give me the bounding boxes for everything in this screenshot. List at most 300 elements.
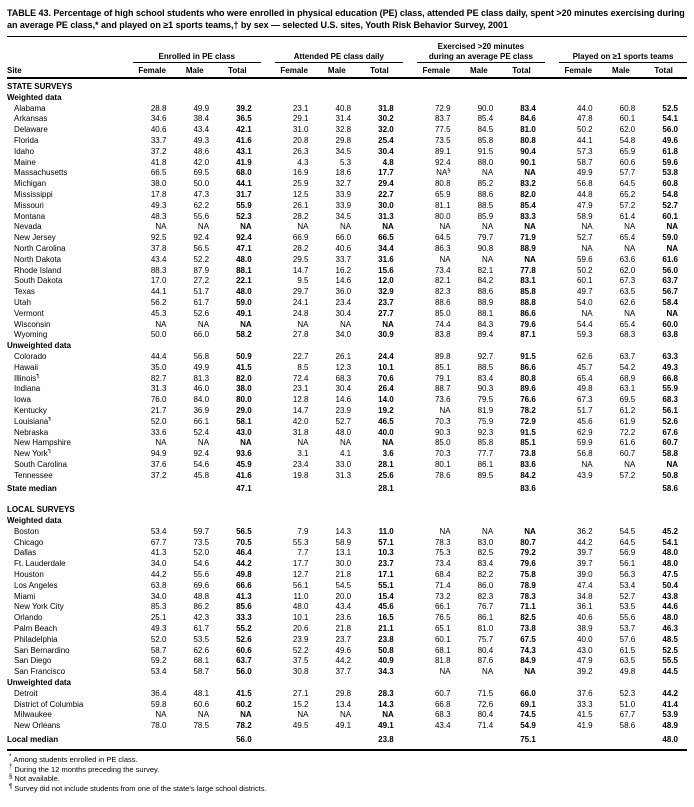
value-cell: 83.0 — [477, 537, 494, 547]
value-cell: 63.5 — [619, 656, 636, 666]
value-cell: 31.8 — [292, 427, 309, 437]
value-cell: 41.6 — [236, 470, 252, 480]
value-cell: 54.5 — [619, 526, 636, 536]
value-cell: 55.6 — [193, 570, 210, 580]
value-cell: 45.8 — [193, 470, 210, 480]
value-cell: 52.2 — [292, 645, 309, 655]
empty-cell — [559, 732, 602, 750]
site-name: Vermont — [14, 308, 44, 318]
table-row — [7, 689, 687, 700]
value-cell: 54.1 — [662, 114, 678, 124]
value-cell: 54.6 — [193, 459, 210, 469]
value-cell: 65.9 — [434, 189, 451, 199]
value-cell: 8.5 — [297, 362, 309, 372]
column-gap — [403, 538, 417, 549]
value-cell: 49.1 — [378, 721, 394, 731]
value-cell: 29.1 — [292, 114, 309, 124]
column-gap — [261, 460, 275, 471]
site-name: Kentucky — [14, 405, 47, 415]
value-cell: 14.3 — [378, 699, 394, 709]
table-row — [7, 417, 687, 428]
value-cell: 82.3 — [477, 591, 494, 601]
value-cell: 52.0 — [150, 416, 167, 426]
group-gap — [403, 37, 417, 64]
value-cell: 49.3 — [150, 200, 167, 210]
value-cell: 84.3 — [477, 319, 494, 329]
value-cell: 27.2 — [193, 276, 210, 286]
value-cell: NA — [382, 222, 394, 232]
column-gap — [261, 527, 275, 538]
col-header-female: Female — [133, 63, 176, 78]
value-cell: 85.3 — [150, 602, 167, 612]
site-name: Boston — [14, 526, 39, 536]
site-name: Delaware — [14, 125, 48, 135]
column-gap — [261, 481, 275, 498]
site-name: Miami — [14, 591, 36, 601]
value-cell: 84.5 — [477, 125, 494, 135]
value-cell: 30.4 — [335, 384, 352, 394]
value-cell: 38.0 — [236, 384, 252, 394]
value-cell: 48.1 — [193, 688, 210, 698]
column-gap — [545, 538, 559, 549]
value-cell: 92.5 — [150, 233, 167, 243]
value-cell: 61.7 — [193, 297, 210, 307]
value-cell: 56.5 — [193, 243, 210, 253]
value-cell: 73.6 — [434, 395, 451, 405]
value-cell: 60.1 — [434, 634, 451, 644]
value-cell: 49.1 — [335, 721, 352, 731]
value-cell: 70.3 — [434, 449, 451, 459]
site-name: Ft. Lauderdale — [14, 559, 66, 569]
column-gap — [403, 689, 417, 700]
site-name: Illinois¶ — [14, 373, 40, 383]
column-gap — [545, 384, 559, 395]
value-cell: 39.7 — [577, 559, 593, 569]
value-cell: 91.5 — [520, 427, 536, 437]
value-cell: 44.1 — [150, 287, 167, 297]
value-cell: 45.7 — [577, 362, 593, 372]
value-cell: 90.1 — [520, 157, 536, 167]
column-gap — [261, 276, 275, 287]
value-cell: 81.0 — [520, 125, 536, 135]
column-gap — [545, 222, 559, 233]
value-cell: 68.3 — [619, 330, 636, 340]
value-cell: 44.4 — [150, 351, 167, 361]
value-cell: 60.6 — [619, 157, 636, 167]
subsection-row — [7, 678, 687, 689]
value-cell: 48.0 — [662, 559, 678, 569]
column-gap — [261, 309, 275, 320]
value-cell: 53.7 — [619, 624, 636, 634]
value-cell: 60.1 — [619, 114, 636, 124]
value-cell: 52.0 — [150, 634, 167, 644]
value-cell: 81.9 — [477, 405, 494, 415]
column-gap — [403, 168, 417, 179]
value-cell: 85.1 — [520, 438, 536, 448]
column-subheader-row — [7, 63, 687, 78]
column-gap — [261, 179, 275, 190]
value-cell: 27.8 — [292, 330, 309, 340]
median-value-cell: 48.0 — [662, 735, 678, 745]
value-cell: 73.4 — [434, 265, 451, 275]
section-label: Unweighted data — [7, 341, 72, 351]
column-gap — [545, 471, 559, 482]
value-cell: 69.1 — [520, 699, 536, 709]
value-cell: 40.9 — [378, 656, 394, 666]
value-cell: 59.8 — [150, 699, 167, 709]
column-gap — [403, 559, 417, 570]
column-gap — [261, 125, 275, 136]
table-row — [7, 125, 687, 136]
table-row — [7, 374, 687, 385]
median-label: Local median — [7, 735, 59, 745]
value-cell: 19.2 — [378, 405, 394, 415]
value-cell: 47.3 — [193, 189, 210, 199]
column-gap — [545, 721, 559, 732]
section-label: LOCAL SURVEYS — [7, 505, 75, 515]
site-name: Louisiana¶ — [14, 416, 52, 426]
value-cell: 75.9 — [477, 416, 494, 426]
value-cell: 64.5 — [434, 233, 451, 243]
value-cell: 23.8 — [378, 634, 394, 644]
value-cell: 89.8 — [434, 351, 451, 361]
value-cell: 52.4 — [193, 427, 210, 437]
table-row — [7, 363, 687, 374]
value-cell: 83.7 — [434, 114, 451, 124]
value-cell: NA — [197, 438, 210, 448]
footnote-districts: ¶ Survey did not include students from one of the state's large school districts. — [9, 783, 267, 794]
column-gap — [403, 114, 417, 125]
table-row — [7, 646, 687, 657]
site-name: Hawaii — [14, 362, 39, 372]
site-name: North Dakota — [14, 254, 62, 264]
value-cell: 32.9 — [378, 287, 394, 297]
value-cell: 89.6 — [520, 384, 536, 394]
value-cell: 41.8 — [150, 157, 167, 167]
column-gap — [403, 374, 417, 385]
column-gap — [545, 201, 559, 212]
value-cell: 51.7 — [577, 405, 593, 415]
column-gap — [403, 428, 417, 439]
value-cell: 52.2 — [193, 254, 210, 264]
value-cell: 57.2 — [619, 200, 636, 210]
value-cell: 60.7 — [619, 449, 636, 459]
site-name: Maine — [14, 157, 36, 167]
column-gap — [261, 363, 275, 374]
table-row — [7, 581, 687, 592]
site-name: Rhode Island — [14, 265, 62, 275]
column-gap — [261, 201, 275, 212]
value-cell: NA — [155, 222, 167, 232]
value-cell: 37.6 — [150, 459, 167, 469]
value-cell: 67.6 — [662, 427, 678, 437]
value-cell: 56.7 — [662, 287, 678, 297]
value-cell: 53.4 — [150, 667, 167, 677]
site-name: Florida — [14, 135, 39, 145]
value-cell: NA — [624, 308, 636, 318]
value-cell: 50.0 — [193, 179, 210, 189]
value-cell: NA — [339, 710, 352, 720]
value-cell: 55.1 — [378, 580, 394, 590]
site-column-header: Site — [7, 63, 133, 78]
column-gap — [261, 406, 275, 417]
value-cell: 25.4 — [378, 135, 394, 145]
value-cell: 79.7 — [477, 233, 494, 243]
value-cell: 56.8 — [577, 179, 593, 189]
column-gap — [403, 417, 417, 428]
column-gap — [545, 449, 559, 460]
column-gap — [545, 689, 559, 700]
value-cell: 48.9 — [662, 721, 678, 731]
value-cell: 83.6 — [520, 459, 536, 469]
site-name: Wisconsin — [14, 319, 51, 329]
table-body — [7, 78, 687, 750]
value-cell: 59.0 — [662, 233, 678, 243]
column-gap — [545, 570, 559, 581]
site-name: San Diego — [14, 656, 52, 666]
column-gap — [261, 624, 275, 635]
column-gap — [261, 667, 275, 678]
value-cell: 49.6 — [662, 135, 678, 145]
value-cell: 42.3 — [193, 613, 210, 623]
table-row — [7, 179, 687, 190]
value-cell: 51.7 — [193, 287, 210, 297]
column-gap — [403, 179, 417, 190]
value-cell: 41.3 — [236, 591, 252, 601]
value-cell: 54.9 — [520, 721, 536, 731]
median-value-cell: 83.6 — [520, 484, 536, 494]
value-cell: 38.0 — [150, 179, 167, 189]
value-cell: 40.6 — [577, 613, 593, 623]
column-gap — [403, 613, 417, 624]
value-cell: 14.6 — [335, 276, 352, 286]
column-gap — [545, 136, 559, 147]
value-cell: 84.2 — [477, 276, 494, 286]
value-cell: NA — [581, 459, 593, 469]
value-cell: 43.4 — [434, 721, 451, 731]
column-gap — [261, 287, 275, 298]
column-gap — [261, 330, 275, 341]
site-name: Houston — [14, 570, 44, 580]
value-cell: 48.0 — [662, 548, 678, 558]
value-cell: 63.5 — [619, 287, 636, 297]
value-cell: 31.0 — [292, 125, 309, 135]
col-header-female: Female — [559, 63, 602, 78]
median-row — [7, 732, 687, 750]
subsection-row — [7, 516, 687, 527]
value-cell: 3.6 — [382, 449, 394, 459]
value-cell: 85.4 — [520, 200, 536, 210]
value-cell: 11.0 — [378, 526, 394, 536]
table-row — [7, 460, 687, 471]
value-cell: 34.4 — [378, 243, 394, 253]
table-row — [7, 438, 687, 449]
value-cell: 15.6 — [378, 265, 394, 275]
value-cell: NA — [297, 710, 309, 720]
value-cell: 66.6 — [236, 580, 252, 590]
value-cell: 58.9 — [335, 537, 352, 547]
value-cell: 60.1 — [577, 276, 593, 286]
column-gap — [545, 559, 559, 570]
site-name: Utah — [14, 297, 31, 307]
value-cell: 29.7 — [292, 287, 309, 297]
value-cell: 55.2 — [236, 624, 252, 634]
column-gap — [261, 147, 275, 158]
value-cell: 67.7 — [150, 537, 167, 547]
table-row — [7, 656, 687, 667]
value-cell: 69.6 — [193, 580, 210, 590]
value-cell: NA — [439, 254, 451, 264]
value-cell: NA — [297, 319, 309, 329]
value-cell: 56.5 — [236, 526, 252, 536]
value-cell: 56.0 — [236, 667, 252, 677]
value-cell: 69.5 — [193, 168, 210, 178]
column-gap — [545, 168, 559, 179]
empty-cell — [417, 481, 460, 498]
value-cell: 92.3 — [477, 427, 494, 437]
value-cell: 66.8 — [662, 373, 678, 383]
value-cell: 16.5 — [378, 613, 394, 623]
column-gap — [261, 212, 275, 223]
value-cell: 49.8 — [577, 384, 593, 394]
footnote-enrolled: * Among students enrolled in PE class. — [9, 754, 138, 764]
value-cell: 37.2 — [150, 146, 167, 156]
column-gap — [261, 602, 275, 613]
value-cell: 47.4 — [577, 580, 593, 590]
column-gap — [545, 481, 559, 498]
value-cell: 86.0 — [477, 580, 494, 590]
table-row — [7, 298, 687, 309]
table-row — [7, 201, 687, 212]
value-cell: 53.5 — [619, 602, 636, 612]
column-gap — [261, 646, 275, 657]
value-cell: 26.4 — [378, 384, 394, 394]
value-cell: 54.1 — [662, 537, 678, 547]
column-gap — [261, 471, 275, 482]
value-cell: 22.7 — [378, 189, 394, 199]
value-cell: 85.8 — [477, 438, 494, 448]
value-cell: 46.4 — [236, 548, 252, 558]
value-cell: 73.8 — [520, 449, 536, 459]
median-value-cell: 28.1 — [378, 484, 394, 494]
column-gap — [403, 570, 417, 581]
column-gap — [403, 548, 417, 559]
value-cell: 57.7 — [619, 168, 636, 178]
table-row — [7, 244, 687, 255]
column-gap — [545, 602, 559, 613]
value-cell: 31.3 — [150, 384, 167, 394]
value-cell: 61.8 — [662, 146, 678, 156]
value-cell: NA — [240, 222, 252, 232]
site-name: San Bernardino — [14, 645, 70, 655]
value-cell: 49.3 — [150, 624, 167, 634]
value-cell: 37.8 — [150, 243, 167, 253]
value-cell: 63.1 — [619, 384, 636, 394]
value-cell: 49.8 — [619, 667, 636, 677]
value-cell: 43.9 — [577, 470, 593, 480]
value-cell: 86.1 — [477, 613, 494, 623]
value-cell: 14.0 — [378, 395, 394, 405]
value-cell: 22.7 — [292, 351, 309, 361]
value-cell: 90.0 — [477, 103, 494, 113]
value-cell: 28.2 — [292, 211, 309, 221]
column-gap — [545, 624, 559, 635]
value-cell: 60.0 — [662, 319, 678, 329]
value-cell: 49.1 — [236, 308, 252, 318]
column-gap — [261, 428, 275, 439]
column-gap — [545, 700, 559, 711]
value-cell: 66.0 — [335, 233, 352, 243]
value-cell: 60.2 — [236, 699, 252, 709]
value-cell: 59.7 — [193, 526, 210, 536]
site-name: New Orleans — [14, 721, 61, 731]
value-cell: 88.6 — [477, 287, 494, 297]
value-cell: 88.9 — [520, 243, 536, 253]
value-cell: 83.4 — [477, 559, 494, 569]
value-cell: NA — [581, 222, 593, 232]
value-cell: 66.1 — [193, 416, 210, 426]
value-cell: 37.5 — [292, 656, 309, 666]
column-gap — [403, 721, 417, 732]
median-value-cell: 23.8 — [378, 735, 394, 745]
value-cell: 25.9 — [292, 179, 309, 189]
column-gap — [545, 527, 559, 538]
value-cell: 62.6 — [577, 351, 593, 361]
value-cell: 30.4 — [378, 146, 394, 156]
value-cell: 20.0 — [335, 591, 352, 601]
value-cell: 17.8 — [150, 189, 167, 199]
value-cell: 63.8 — [662, 330, 678, 340]
value-cell: 48.0 — [236, 287, 252, 297]
group-gap — [261, 63, 275, 78]
value-cell: 52.5 — [662, 103, 678, 113]
value-cell: 82.1 — [477, 265, 494, 275]
value-cell: 54.4 — [577, 319, 593, 329]
value-cell: 27.1 — [292, 688, 309, 698]
value-cell: 45.9 — [236, 459, 252, 469]
value-cell: 88.5 — [477, 200, 494, 210]
value-cell: 48.5 — [662, 634, 678, 644]
value-cell: 71.5 — [477, 688, 494, 698]
value-cell: NA — [524, 667, 536, 677]
value-cell: NA — [240, 438, 252, 448]
value-cell: 78.2 — [520, 405, 536, 415]
empty-cell — [175, 732, 218, 750]
value-cell: 88.6 — [434, 297, 451, 307]
column-gap — [403, 233, 417, 244]
value-cell: 73.5 — [193, 537, 210, 547]
value-cell: 31.8 — [378, 103, 394, 113]
value-cell: 17.7 — [378, 168, 394, 178]
value-cell: 54.6 — [193, 559, 210, 569]
value-cell: 49.9 — [193, 103, 210, 113]
value-cell: 30.2 — [378, 114, 394, 124]
value-cell: 24.1 — [292, 297, 309, 307]
value-cell: 56.1 — [292, 580, 309, 590]
column-gap — [545, 613, 559, 624]
value-cell: 32.8 — [335, 125, 352, 135]
value-cell: 81.8 — [434, 656, 451, 666]
page-title: TABLE 43. Percentage of high school students who were enrolled in physical education (PE) class, attended PE class daily, spent >20 minutes exercising during an average PE class,* and played on ≥1 sports teams,† by sex — selected U.S. sites, Youth Risk Behavior Survey, 2001 — [7, 8, 685, 30]
value-cell: 78.5 — [193, 721, 210, 731]
value-cell: 49.5 — [292, 721, 309, 731]
value-cell: 29.5 — [292, 254, 309, 264]
median-value-cell: 47.1 — [236, 484, 252, 494]
value-cell: 52.7 — [577, 233, 593, 243]
value-cell: 5.3 — [339, 157, 352, 167]
value-cell: 34.6 — [150, 114, 167, 124]
value-cell: 53.4 — [150, 526, 167, 536]
